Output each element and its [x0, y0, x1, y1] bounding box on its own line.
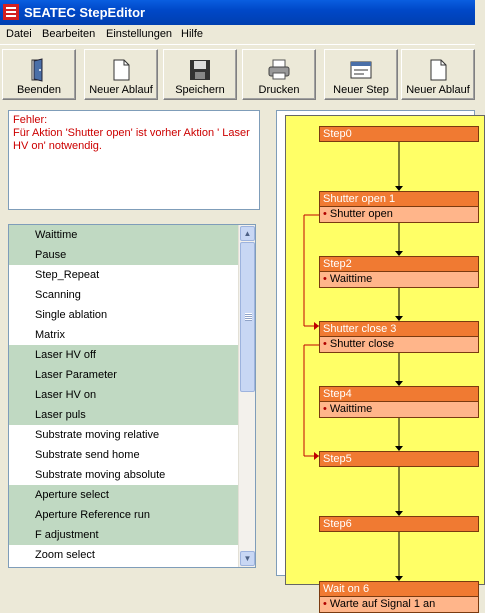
app-icon: [3, 4, 19, 20]
error-heading: Fehler:: [13, 114, 48, 126]
list-item[interactable]: Step_Repeat: [35, 269, 100, 281]
menu-hilfe[interactable]: Hilfe: [181, 28, 204, 40]
list-item[interactable]: Substrate send home: [35, 449, 140, 461]
step-action[interactable]: [319, 207, 479, 223]
step-action-label: Shutter open: [329, 208, 393, 220]
list-item[interactable]: Laser HV off: [9, 345, 239, 365]
exit-button[interactable]: Beenden: [2, 49, 76, 100]
error-message-box[interactable]: [8, 110, 260, 210]
step-header[interactable]: Step6: [319, 516, 479, 532]
scroll-thumb[interactable]: [240, 242, 255, 392]
list-item[interactable]: F adjustment: [9, 525, 239, 545]
printer-icon: [267, 58, 291, 82]
new-step-button[interactable]: Neuer Step: [324, 49, 398, 100]
step-action[interactable]: [319, 597, 479, 613]
list-item[interactable]: Substrate moving absolute: [35, 469, 166, 481]
step-header[interactable]: Step5: [319, 451, 479, 467]
bullet-icon: •: [323, 273, 327, 285]
menu-bearbeiten[interactable]: Bearbeiten: [42, 28, 96, 40]
list-item[interactable]: Single ablation: [35, 309, 108, 321]
list-item[interactable]: Waittime: [9, 225, 239, 245]
flowchart-panel[interactable]: [276, 110, 475, 610]
action-list[interactable]: [8, 224, 256, 568]
menu-einstellungen[interactable]: Einstellungen: [106, 28, 173, 40]
scroll-down-arrow-icon[interactable]: ▼: [240, 551, 255, 566]
list-item[interactable]: Laser Parameter: [9, 365, 239, 385]
step-header[interactable]: Step0: [319, 126, 479, 142]
window-title: SEATEC StepEditor: [24, 5, 146, 20]
bullet-icon: •: [323, 598, 327, 610]
list-item[interactable]: Aperture Reference run: [9, 505, 239, 525]
step-action[interactable]: [319, 337, 479, 353]
toolbar: [0, 46, 475, 104]
bullet-icon: •: [323, 403, 327, 415]
new-document-icon: [426, 58, 450, 82]
step-header[interactable]: Step2: [319, 256, 479, 272]
menu-bar: [0, 25, 475, 45]
step-action-label: Waittime: [329, 273, 373, 285]
print-button[interactable]: Drucken: [242, 49, 316, 100]
menu-datei[interactable]: Datei: [6, 28, 32, 40]
new-sequence-button-2[interactable]: Neuer Ablauf: [401, 49, 475, 100]
new-sequence-button[interactable]: Neuer Ablauf: [84, 49, 158, 100]
exit-door-icon: [27, 58, 51, 82]
new-document-icon: [109, 58, 133, 82]
step-action-label: Warte auf Signal 1 an: [329, 598, 436, 610]
save-button[interactable]: Speichern: [163, 49, 237, 100]
action-list-scrollbar[interactable]: [238, 225, 255, 567]
step-header[interactable]: Shutter close 3: [319, 321, 479, 337]
step-action[interactable]: [319, 402, 479, 418]
list-item[interactable]: Substrate moving relative: [35, 429, 160, 441]
list-item[interactable]: Zoom select: [35, 549, 95, 561]
step-header[interactable]: Step4: [319, 386, 479, 402]
floppy-disk-icon: [188, 58, 212, 82]
list-item[interactable]: Laser puls: [9, 405, 239, 425]
new-step-icon: [349, 58, 373, 82]
title-bar[interactable]: [0, 0, 475, 25]
step-header[interactable]: Shutter open 1: [319, 191, 479, 207]
list-item[interactable]: Laser HV on: [9, 385, 239, 405]
error-text: Für Aktion 'Shutter open' ist vorher Aktion ' Laser HV on' notwendig.: [13, 127, 250, 152]
list-item[interactable]: Matrix: [35, 329, 65, 341]
step-action-label: Shutter close: [329, 338, 395, 350]
list-item[interactable]: Scanning: [35, 289, 81, 301]
list-item[interactable]: Pause: [9, 245, 239, 265]
step-header[interactable]: Wait on 6: [319, 581, 479, 597]
step-action-label: Waittime: [329, 403, 373, 415]
bullet-icon: •: [323, 338, 327, 350]
bullet-icon: •: [323, 208, 327, 220]
step-action[interactable]: [319, 272, 479, 288]
scroll-up-arrow-icon[interactable]: ▲: [240, 226, 255, 241]
list-item[interactable]: Aperture select: [9, 485, 239, 505]
